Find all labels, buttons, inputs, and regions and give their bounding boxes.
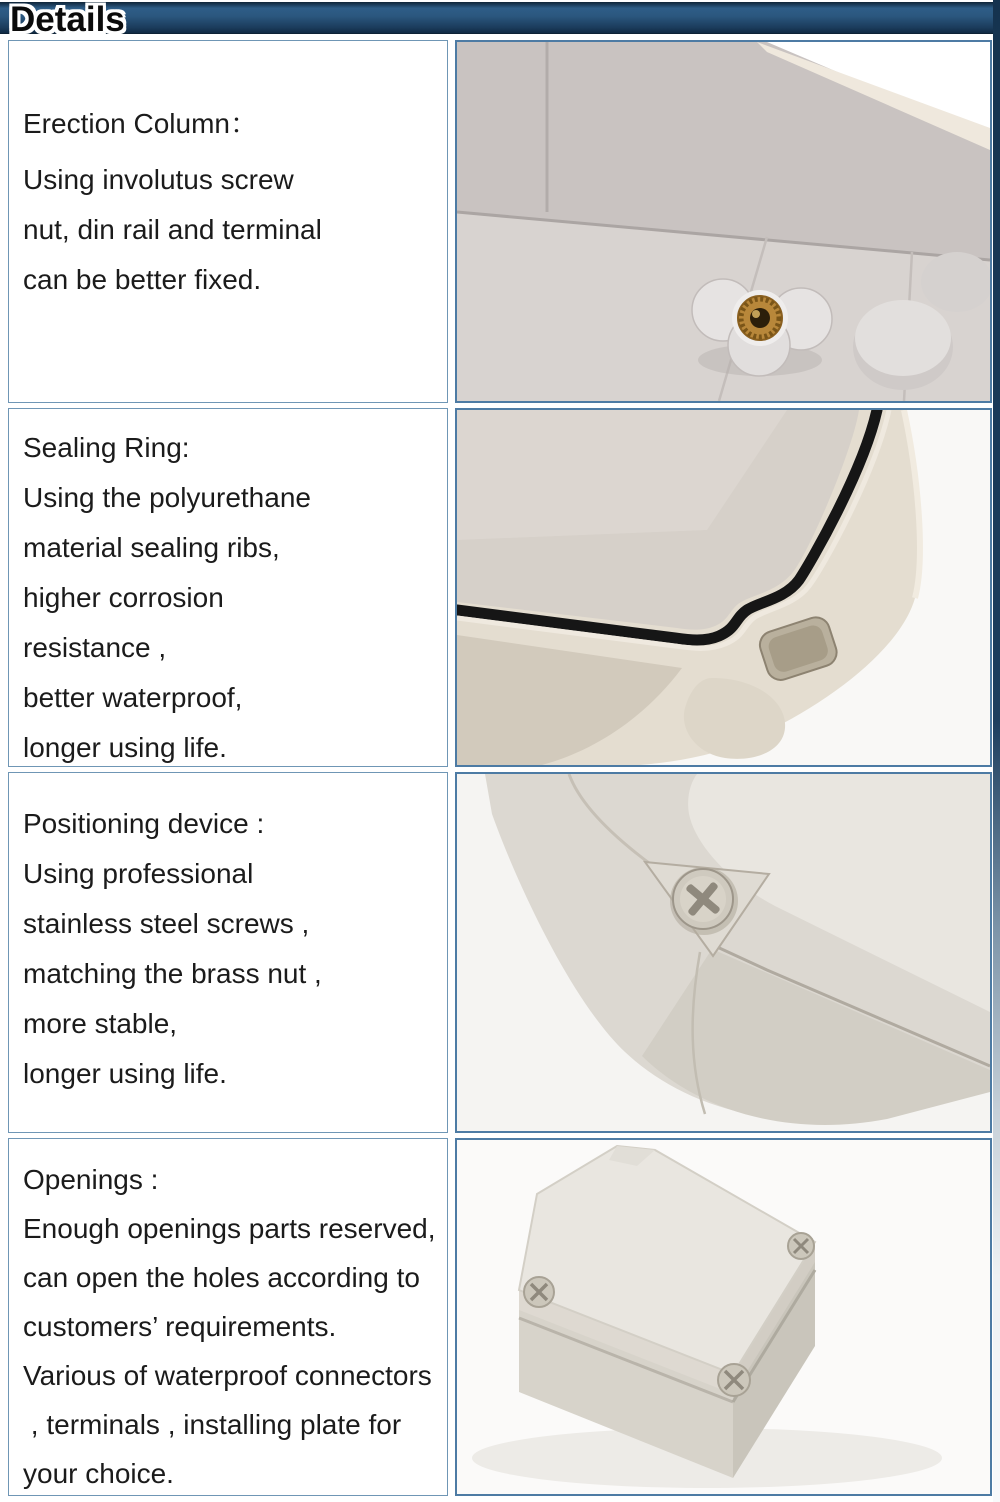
page-title: Details bbox=[10, 0, 125, 39]
text-line: Various of waterproof connectors bbox=[23, 1360, 432, 1391]
sealing-ring-text bbox=[8, 408, 448, 767]
text-line: can be better fixed. bbox=[23, 264, 262, 295]
text-line: can open the holes according to bbox=[23, 1262, 420, 1293]
text-line: nut, din rail and terminal bbox=[23, 214, 322, 245]
text-line: material sealing ribs, bbox=[23, 532, 280, 563]
openings-heading: Openings : bbox=[23, 1164, 159, 1195]
erection-column-brass-insert-photo bbox=[457, 42, 990, 401]
text-line: customers’ requirements. bbox=[23, 1311, 337, 1342]
text-line: , terminals , installing plate for bbox=[23, 1409, 402, 1440]
sealing-ring-heading: Sealing Ring: bbox=[23, 432, 190, 463]
lid-screw-left bbox=[524, 1277, 554, 1307]
erection-column-heading: Erection Column： bbox=[23, 108, 258, 139]
phillips-screw bbox=[670, 867, 738, 935]
brass-thread-hole bbox=[750, 308, 770, 328]
text-line: stainless steel screws , bbox=[23, 908, 310, 939]
brass-highlight bbox=[752, 310, 760, 318]
text-line: Using professional bbox=[23, 858, 254, 889]
plastic-boss bbox=[921, 252, 990, 312]
positioning-screw-corner-photo bbox=[457, 774, 990, 1131]
text-line: your choice. bbox=[23, 1458, 174, 1489]
text-line: Enough openings parts reserved, bbox=[23, 1213, 436, 1244]
detail-row-erection-column bbox=[8, 40, 993, 403]
positioning-device-heading: Positioning device : bbox=[23, 808, 265, 839]
plastic-boss bbox=[855, 300, 951, 376]
details-header-bar bbox=[0, 2, 1000, 34]
detail-row-positioning-device bbox=[8, 772, 993, 1133]
text-line: higher corrosion bbox=[23, 582, 224, 613]
text-line: better waterproof, bbox=[23, 682, 243, 713]
openings-photo bbox=[455, 1138, 992, 1496]
sealing-ring-photo bbox=[455, 408, 992, 767]
erection-column-photo bbox=[455, 40, 992, 403]
detail-row-openings bbox=[8, 1138, 993, 1496]
lid-screw-right bbox=[788, 1233, 814, 1259]
text-line: Using the polyurethane bbox=[23, 482, 311, 513]
text-line: longer using life. bbox=[23, 1058, 227, 1089]
detail-row-sealing-ring bbox=[8, 408, 993, 767]
text-line: resistance , bbox=[23, 632, 167, 663]
page-edge-strip bbox=[993, 0, 1000, 1502]
text-line: longer using life. bbox=[23, 732, 227, 763]
sealing-ring-corner-photo bbox=[457, 410, 990, 765]
text-line: matching the brass nut , bbox=[23, 958, 322, 989]
lid-screw-front bbox=[718, 1364, 750, 1396]
erection-column-text bbox=[8, 40, 448, 403]
positioning-device-text bbox=[8, 772, 448, 1133]
text-line: Using involutus screw bbox=[23, 164, 294, 195]
openings-text bbox=[8, 1138, 448, 1496]
closed-junction-box-photo bbox=[457, 1140, 990, 1494]
text-line: more stable, bbox=[23, 1008, 178, 1039]
positioning-device-photo bbox=[455, 772, 992, 1133]
detail-rows bbox=[8, 40, 993, 1501]
